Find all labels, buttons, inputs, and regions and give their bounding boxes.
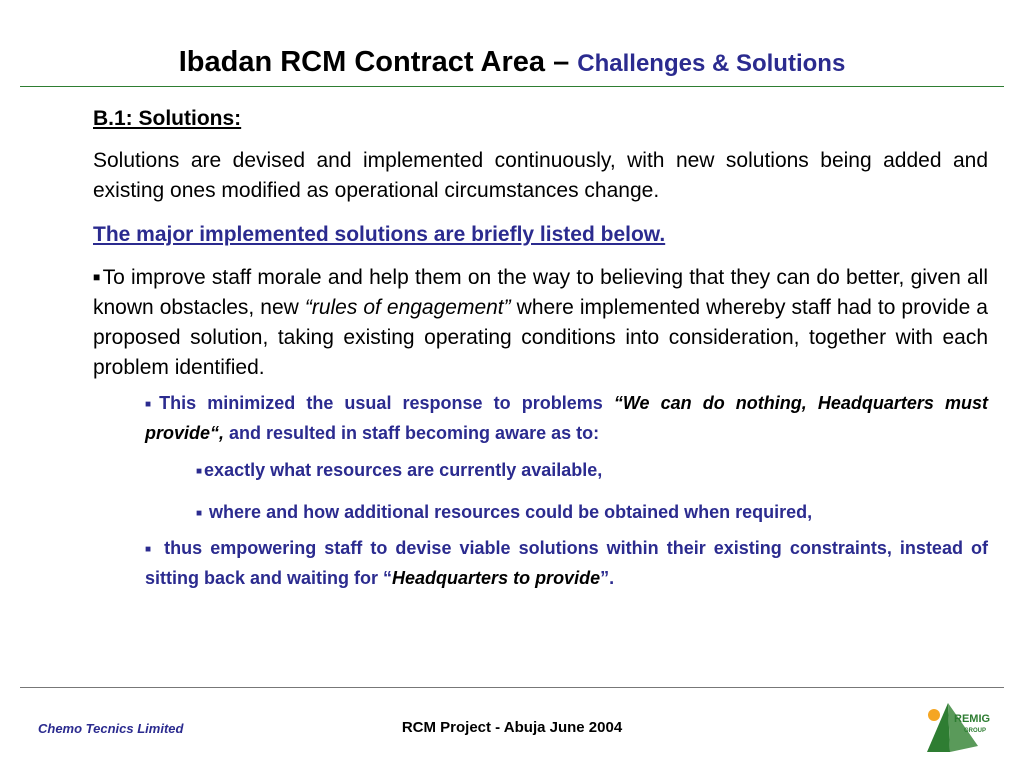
footer-company: Chemo Tecnics Limited [38, 721, 184, 736]
square-bullet-icon: ■ [145, 399, 158, 410]
intro-paragraph: Solutions are devised and implemented continuously, with new solutions being added and existing ones modified as operational circumstances change. [93, 149, 988, 202]
bullet-rules-of-engagement: ■To improve staff morale and help them on the way to believing that they can do better, given all known obstacles, new “rules of engagement” where implemented whereby staff had to provide a proposed solution, taking existing operating conditions into consideration, together with each problem identified. [93, 266, 988, 379]
page-title [0, 38, 1024, 86]
logo-sub: GROUP [964, 728, 987, 734]
slide-content [93, 104, 988, 593]
logo-sun-icon [928, 709, 940, 721]
footer-project: RCM Project - Abuja June 2004 [401, 719, 623, 736]
bullet-additional-resources: ■ where and how additional resources could be obtained when required, [196, 502, 813, 522]
square-bullet-icon: ■ [145, 544, 155, 555]
header-divider [20, 86, 1004, 87]
footer-divider [20, 687, 1004, 688]
bullet-empowering-staff: ■ thus empowering staff to devise viable solutions within their existing constraints, instead of sitting back and waiting for “Headquarters to provide”. [145, 538, 989, 588]
remig-group-logo [920, 700, 990, 756]
bullet-minimized-response: ■ This minimized the usual response to problems “We can do nothing, Headquarters must provide“, and resulted in staff becoming aware as to: [145, 393, 988, 443]
major-solutions-heading: The major implemented solutions are briefly listed below. [93, 223, 666, 246]
title-main: Ibadan RCM Contract Area – [178, 46, 578, 78]
title-subtitle: Challenges & Solutions [577, 50, 846, 77]
square-bullet-icon: ■ [196, 508, 203, 519]
square-bullet-icon: ■ [196, 466, 203, 477]
square-bullet-icon: ■ [93, 270, 101, 284]
section-heading: B.1: Solutions: [93, 107, 242, 130]
bullet-resources-available: ■ exactly what resources are currently available, [196, 460, 603, 480]
logo-name: REMIG [954, 713, 990, 725]
